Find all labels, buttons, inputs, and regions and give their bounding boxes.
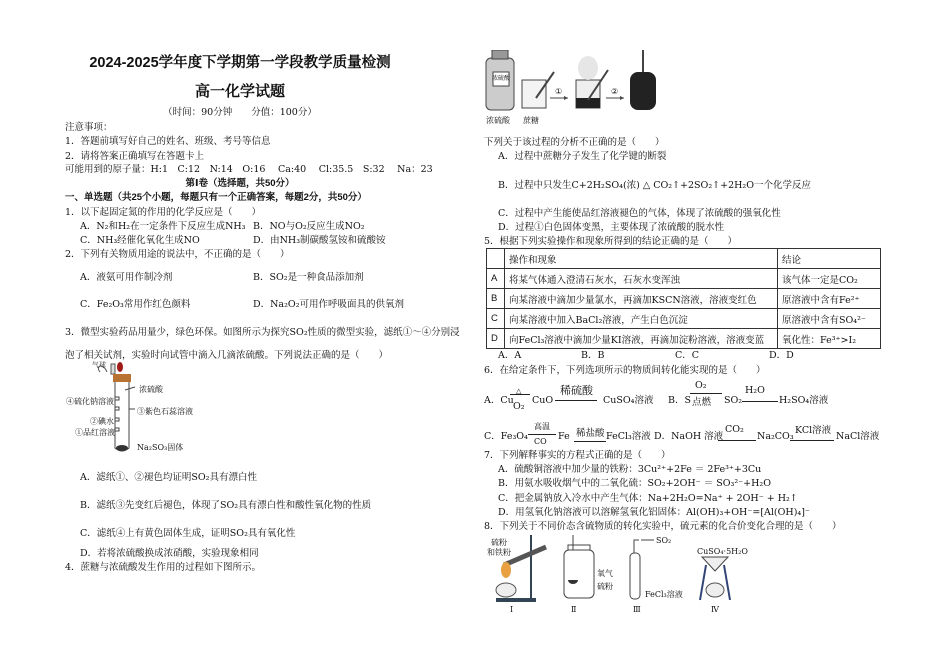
q8-label-I: Ⅰ [510, 605, 514, 614]
q8-label-II: Ⅱ [571, 605, 577, 614]
q6-b-cond-top: O₂ [695, 380, 707, 391]
volume-heading: 第Ⅰ卷（选择题，共50分） [185, 178, 295, 189]
table-header-row [487, 249, 881, 269]
row-key: C [487, 309, 505, 329]
q5-option-a: A．A [498, 350, 522, 361]
q6-c-reactant: C．Fe₃O₄ [484, 431, 528, 442]
q6-stem: 6．在给定条件下，下列选项所示的物质间转化能实现的是（ ） [484, 365, 766, 376]
row-operation: 向某溶液中滴加少量氯水，再滴加KSCN溶液，溶液变红色 [505, 289, 778, 309]
q1-option-a: A．N₂和H₂在一定条件下反应生成NH₃ [80, 221, 246, 232]
q2-stem: 2．下列有关物质用途的说法中，不正确的是（ ） [65, 249, 290, 260]
gas-bottle-icon [564, 550, 594, 598]
part-heading: 一、单选题（共25个小题，每题只有一个正确答案，每题2分，共50分） [65, 192, 367, 203]
q4-label-sugar: 蔗糖 [523, 116, 539, 125]
note-item: 1．答题前填写好自己的姓名、班级、考号等信息 [65, 136, 271, 147]
notes-heading: 注意事项： [65, 122, 113, 133]
q3-label-paper4: ④硫化钠溶液 [66, 397, 114, 406]
arrow-icon [742, 401, 778, 402]
q5-table [486, 248, 881, 349]
q4-question: 下列关于该过程的分析不正确的是（ ） [484, 137, 665, 148]
q6-d-intermediate: Na₂CO₃ [757, 431, 794, 442]
q6-b-cond2: H₂O [745, 385, 765, 396]
row-conclusion: 原溶液中含有Fe²⁺ [778, 289, 881, 309]
q1-option-b: B．NO与O₂反应生成NO₂ [253, 221, 365, 232]
row-key: B [487, 289, 505, 309]
table-header [487, 249, 505, 269]
q6-a-cond-bottom: O₂ [513, 401, 525, 412]
row-conclusion: 该气体一定是CO₂ [778, 269, 881, 289]
q3-option-a: A．滤纸①、②褪色均证明SO₂具有漂白性 [80, 472, 257, 483]
q3-option-d: D．若将浓硫酸换成浓硝酸，实验现象相同 [80, 548, 259, 559]
beaker-sugar-icon [522, 80, 546, 108]
q5-option-b: B．B [581, 350, 605, 361]
q5-stem: 5．根据下列实验操作和现象所得到的结论正确的是（ ） [484, 236, 738, 247]
q4-step1: ① [555, 87, 563, 96]
q4-option-b: B．过程中只发生C+2H₂SO₄(浓) △ CO₂↑+2SO₂↑+2H₂O一个化学反应 [498, 180, 811, 191]
q7-option-d: D．用氢氧化钠溶液可以溶解氢氧化铝固体：Al(OH)₃+OH⁻=[Al(OH)₄]⁻ [498, 507, 810, 518]
q1-option-c: C．NH₃经催化氧化生成NO [80, 235, 200, 246]
q4-option-a: A．过程中蔗糖分子发生了化学键的断裂 [498, 151, 667, 162]
q8-stem: 8．下列关于不同价态含硫物质的转化实验中，硫元素的化合价变化合理的是（ ） [484, 521, 842, 532]
q6-d-cond: CO₂ [725, 424, 744, 435]
smoke-icon [578, 56, 598, 80]
q1-option-d: D．由NH₃制碳酸氢铵和硫酸铵 [253, 235, 386, 246]
q4-option-c: C．过程中产生能使品红溶液褪色的气体，体现了浓硫酸的强氧化性 [498, 208, 781, 219]
exam-title: 2024-2025学年度下学期第一学段教学质量检测 [89, 55, 391, 71]
arrow-icon [718, 440, 756, 441]
exam-meta: （时间：90分钟 分值：100分） [163, 107, 317, 118]
q4-sugar-figure [484, 50, 664, 115]
arrow-icon [555, 400, 597, 401]
lamp-icon [496, 583, 516, 597]
q6-c-cond2: 稀盐酸 [576, 428, 605, 439]
q6-a-cond-top: △ [516, 387, 522, 395]
q3-label-paper1: ①品红溶液 [75, 428, 115, 437]
q3-label-paper2: ②碘水 [90, 417, 114, 426]
q6-d-reactant: D．NaOH 溶液 [654, 431, 724, 442]
q2-option-b: B．SO₂是一种食品添加剂 [253, 272, 364, 283]
q6-a-reactant: A．Cu [484, 395, 514, 406]
q6-b-intermediate: SO₂ [724, 395, 743, 406]
row-conclusion: 原溶液中含有SO₄²⁻ [778, 309, 881, 329]
q4-step2: ② [611, 87, 619, 96]
table-row [487, 269, 881, 289]
arrow-icon [790, 440, 834, 441]
q3-stem-line2: 泡了相关试剂，实验时向试管中滴入几滴浓硫酸。下列说法正确的是（ ） [65, 350, 389, 361]
dropper-bulb-icon [117, 362, 123, 372]
q3-stem-line1: 3．微型实验药品用量少，绿色环保。如图所示为探究SO₂性质的微型实验，滤纸①～④分别浸 [65, 327, 460, 338]
q6-b-product: H₂SO₄溶液 [779, 395, 829, 406]
q3-label-solid: Na₂SO₃固体 [137, 443, 184, 452]
q2-option-d: D．Na₂O₂可用作呼吸面具的供氧剂 [253, 299, 404, 310]
q8-label-fecl3: FeCl₃溶液 [645, 590, 683, 599]
table-row [487, 329, 881, 349]
stopper-icon [113, 374, 131, 382]
note-item: 2．请将答案正确填写在答题卡上 [65, 151, 205, 162]
q6-a-intermediate: CuO [532, 395, 554, 406]
q6-c-cond-top: 高温 [534, 422, 550, 431]
test-tube-icon [115, 382, 129, 451]
q4-option-d: D．过程①白色固体变黑，主要体现了浓硫酸的脱水性 [498, 222, 725, 233]
lamp-icon [706, 583, 724, 597]
q5-option-d: D．D [769, 350, 794, 361]
row-key: A [487, 269, 505, 289]
q8-label-III: Ⅲ [633, 605, 641, 614]
row-operation: 向FeCl₃溶液中滴加少量KI溶液，再滴加淀粉溶液，溶液变蓝 [505, 329, 778, 349]
q4-stem: 4．蔗糖与浓硫酸发生作用的过程如下图所示。 [65, 562, 262, 573]
table-row [487, 289, 881, 309]
row-conclusion: 氧化性：Fe³⁺>I₂ [778, 329, 881, 349]
q6-d-product: NaCl溶液 [836, 431, 880, 442]
arrow-icon [574, 441, 606, 442]
q3-label-acid: 浓硫酸 [139, 385, 163, 394]
tube-icon [630, 553, 640, 599]
table-row [487, 309, 881, 329]
q8-label-oxygen: 氧气 [597, 569, 613, 578]
table-header: 结论 [778, 249, 881, 269]
q8-label-so2: SO₂ [656, 536, 672, 545]
exam-subtitle: 高一化学试题 [194, 83, 285, 100]
q3-option-c: C．滤纸④上有黄色固体生成，证明SO₂具有氧化性 [80, 528, 296, 539]
carbon-column-icon [630, 72, 656, 110]
q2-option-c: C．Fe₂O₃常用作红色颜料 [80, 299, 191, 310]
arrow-icon [528, 434, 556, 435]
q3-option-b: B．滤纸③先变红后褪色，体现了SO₂具有漂白性和酸性氧化物的性质 [80, 500, 372, 511]
arrow-icon [690, 393, 722, 394]
q2-option-a: A．液氨可用作制冷剂 [80, 272, 173, 283]
row-key: D [487, 329, 505, 349]
q7-stem: 7．下列解释事实的方程式正确的是（ ） [484, 450, 671, 461]
q6-d-cond2: KCl溶液 [795, 425, 832, 436]
q6-c-cond-bottom: CO [534, 437, 547, 446]
q5-option-c: C．C [675, 350, 700, 361]
q8-label-sulfur: 硫粉 [491, 538, 507, 547]
q8-label-IV: Ⅳ [711, 605, 719, 614]
q6-c-product: FeCl₃溶液 [606, 431, 651, 442]
q6-c-intermediate: Fe [558, 431, 570, 442]
row-operation: 将某气体通入澄清石灰水，石灰水变浑浊 [505, 269, 778, 289]
q7-option-a: A．硫酸铜溶液中加少量的铁粉：3Cu²⁺+2Fe ＝ 2Fe³⁺+3Cu [498, 464, 762, 475]
flame-icon [501, 562, 511, 578]
q1-stem: 1．以下起固定氮的作用的化学反应是（ ） [65, 207, 262, 218]
q8-label-iron: 和铁粉 [487, 548, 511, 557]
q6-b-cond-bottom: 点燃 [692, 397, 712, 408]
atomic-mass: 可能用到的原子量：H:1 C:12 N:14 O:16 Ca:40 Cl:35.5 S:32 Na：23 [65, 164, 433, 175]
q4-bottle-label: 浓硫酸 [492, 75, 511, 82]
q3-label-paper3: ③紫色石蕊溶液 [137, 407, 193, 416]
q8-label-sulfur-powder: 硫粉 [597, 582, 613, 591]
q8-label-cuso4: CuSO₄·5H₂O [697, 547, 748, 556]
row-operation: 向某溶液中加入BaCl₂溶液，产生白色沉淀 [505, 309, 778, 329]
q7-option-c: C．把金属钠放入冷水中产生气体：Na+2H₂O=Na⁺ + 2OH⁻ + H₂↑ [498, 493, 798, 504]
q7-option-b: B．用氨水吸收烟气中的二氧化硫：SO₂+2OH⁻ ＝ SO₃²⁻+H₂O [498, 478, 771, 489]
q4-label-acid: 浓硫酸 [486, 116, 510, 125]
q6-a-product: CuSO₄溶液 [603, 395, 654, 406]
q3-label-balloon: 气球 [92, 361, 106, 369]
arrow-icon [510, 394, 530, 395]
q6-a-cond2: 稀硫酸 [560, 385, 593, 397]
q6-b-reactant: B．S [668, 395, 691, 406]
table-header: 操作和现象 [505, 249, 778, 269]
